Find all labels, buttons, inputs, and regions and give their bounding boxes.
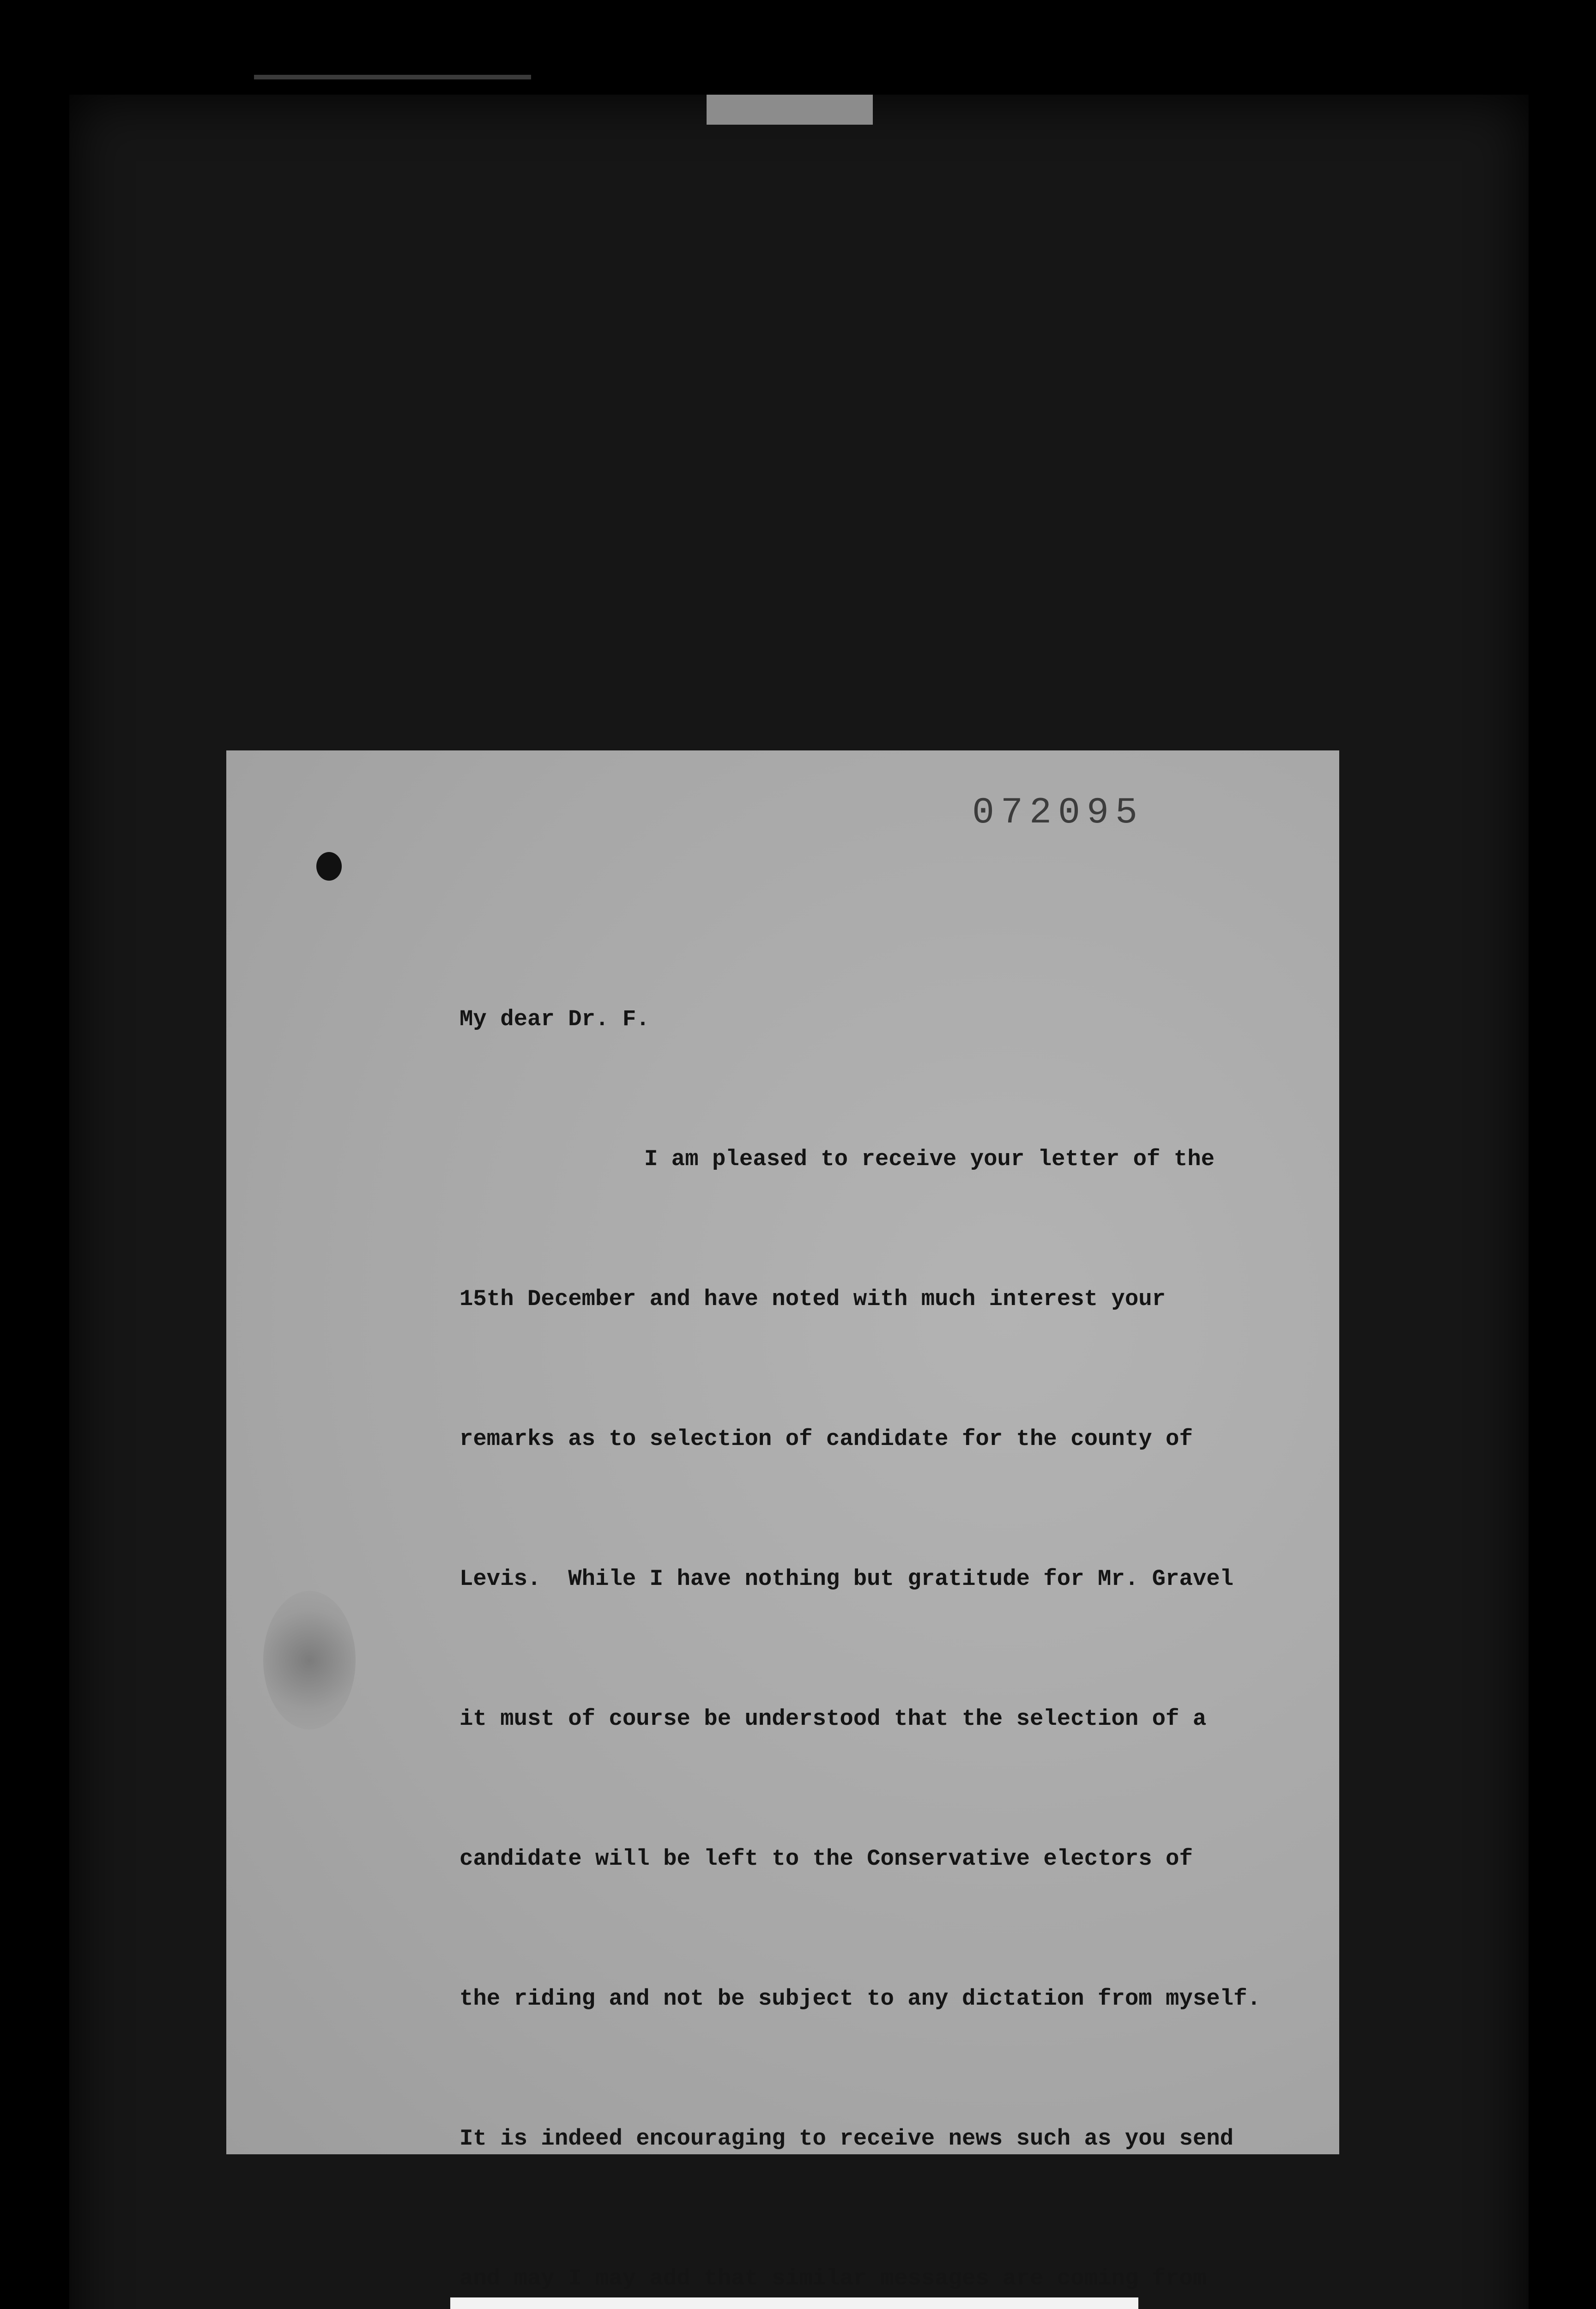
- letter-line: Levis. While I have nothing but gratitude for Mr. Gravel: [459, 1566, 1234, 1592]
- top-rule: [254, 75, 531, 79]
- catalog-label-strip: [450, 2297, 1138, 2309]
- document-number: 072095: [972, 792, 1144, 834]
- salutation: My dear Dr. F.: [459, 1006, 650, 1032]
- letter-line: 15th December and have noted with much interest your: [459, 1286, 1166, 1312]
- letter-line: It is indeed encouraging to receive news such as you send: [459, 2126, 1234, 2152]
- letter-line: candidate will be left to the Conservative electors of: [459, 1846, 1193, 1872]
- letter-line: it must of course be understood that the selection of a: [459, 1706, 1207, 1732]
- letter-page: [226, 750, 1339, 2291]
- letter-line: remarks as to selection of candidate for the county of: [459, 1426, 1193, 1452]
- punch-hole: [316, 852, 342, 881]
- letter-body: [459, 903, 1337, 2309]
- letter-line: and may I may add that similar messages are coming from: [459, 2266, 1207, 2291]
- paper-stain: [263, 1591, 356, 1729]
- top-tab: [707, 95, 873, 125]
- letter-line: I am pleased to receive your letter of the: [644, 1146, 1215, 1172]
- letter-line: the riding and not be subject to any dictation from myself.: [459, 1986, 1261, 2012]
